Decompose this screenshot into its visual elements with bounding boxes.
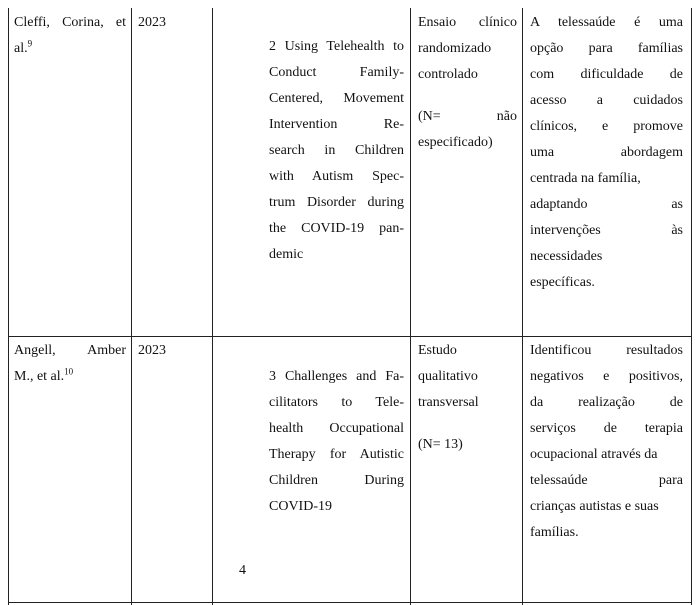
title-line: Intervention Re- [269,117,404,132]
table-row-divider [8,336,692,337]
result-line: com dificuldade de [530,67,683,82]
table-cell-method [418,10,517,88]
result-line: clínicos, e promove [530,119,683,134]
title-line: cilitators to Tele- [269,395,404,410]
table-border-right [691,8,692,605]
title-line: with Autism Spec- [269,169,404,184]
method-line: qualitativo [418,369,478,384]
result-line: crianças autistas e suas [530,499,659,514]
method-line: transversal [418,395,479,410]
table-cell-author: Cleffi, Corina, et al.$^9$ [14,10,126,62]
result-line: famílias. [530,525,579,540]
method-line: Estudo [418,343,457,358]
table-border-left [8,8,9,605]
method-line: controlado [418,67,478,82]
page-number: 4 [239,563,246,578]
reference-number: 9 [27,38,33,49]
author-text: M., et al.$^{10}$ [14,366,74,384]
title-line: Children During [269,473,404,488]
title-line: Centered, Movement [269,91,404,106]
table-column-divider [410,8,411,605]
sample-line: (N= 13) [418,437,463,452]
title-line: trum Disorder during [269,195,404,210]
table-column-divider [522,8,523,605]
author-text: al.$^9$ [14,38,33,56]
result-line: serviços de terapia [530,421,683,436]
table-border-bottom [8,602,692,603]
result-line: opção para famílias [530,41,683,56]
title-line: demic [269,247,304,262]
result-line: adaptando as [530,197,683,212]
result-line: negativos e positivos, [530,369,683,384]
title-line: Therapy for Autistic [269,447,404,462]
table-cell-year: 2023 [138,15,166,30]
title-line: COVID-19 [269,499,332,514]
method-line: Ensaio clínico [418,15,517,30]
table-cell-author: Angell, Amber M., et al.$^{10}$ [14,338,126,390]
title-line: the COVID-19 pan- [269,221,404,236]
result-line: uma abordagem [530,145,683,160]
result-line: telessaúde para [530,473,683,488]
sample-line: especificado) [418,135,493,150]
table-column-divider [131,8,132,605]
title-line: 3 Challenges and Fa- [269,369,404,384]
title-line: 2 Using Telehealth to [269,39,404,54]
result-line: específicas. [530,275,595,290]
table-cell-result [530,10,683,296]
result-line: Identificou resultados [530,343,683,358]
title-line: search in Children [269,143,404,158]
table-cell-method [418,338,517,416]
result-line: necessidades [530,249,603,264]
result-line: A telessaúde é uma [530,15,683,30]
table-cell-result [530,338,683,546]
reference-number: 10 [64,366,74,377]
table-column-divider [212,8,213,605]
table-cell-sample [418,432,517,458]
title-line: health Occupational [269,421,404,436]
table-cell-sample [418,104,517,156]
table-cell-year: 2023 [138,343,166,358]
result-line: centrada na família, [530,171,641,186]
sample-line: (N= não [418,109,517,124]
result-line: ocupacional através da [530,447,658,462]
result-line: da realização de [530,395,683,410]
result-line: acesso a cuidados [530,93,683,108]
table-cell-title [269,364,404,520]
table-cell-title [269,34,404,268]
method-line: randomizado [418,41,492,56]
result-line: intervenções às [530,223,683,238]
title-line: Conduct Family- [269,65,404,80]
